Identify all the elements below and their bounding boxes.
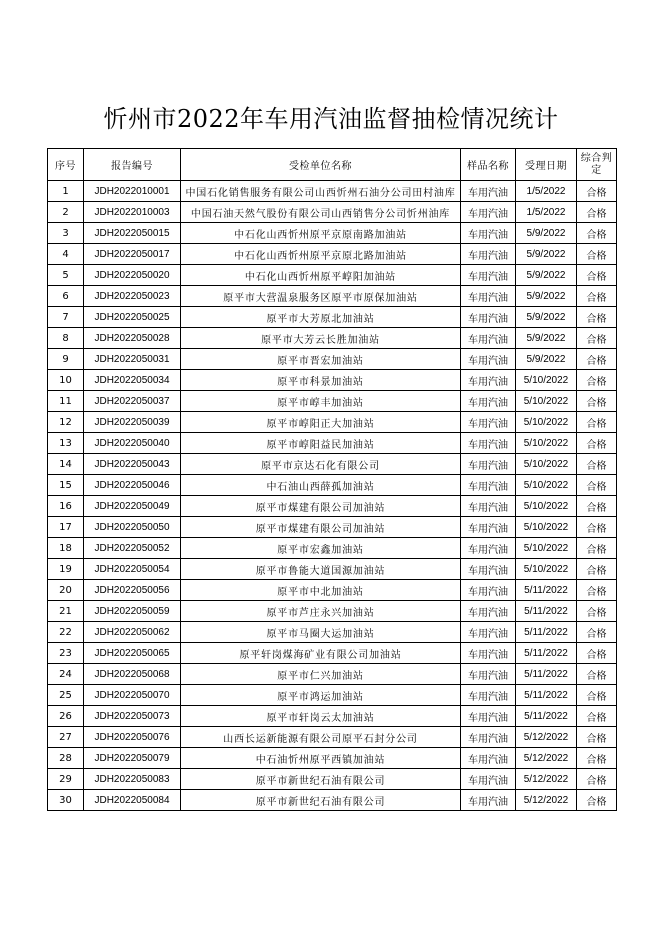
cell-no: 6 — [48, 286, 84, 307]
cell-overall-result: 合格 — [577, 244, 617, 265]
cell-overall-result: 合格 — [577, 601, 617, 622]
cell-overall-result: 合格 — [577, 286, 617, 307]
cell-sample-name: 车用汽油 — [461, 769, 516, 790]
header-report-number: 报告编号 — [84, 149, 181, 181]
cell-accept-date: 5/10/2022 — [516, 517, 577, 538]
cell-sample-name: 车用汽油 — [461, 727, 516, 748]
cell-no: 22 — [48, 622, 84, 643]
cell-report-number: JDH2022050043 — [84, 454, 181, 475]
cell-inspected-unit: 原平市晋宏加油站 — [181, 349, 461, 370]
table-row — [48, 454, 617, 475]
header-sample-name: 样品名称 — [461, 149, 516, 181]
cell-sample-name: 车用汽油 — [461, 685, 516, 706]
table-row — [48, 328, 617, 349]
cell-accept-date: 5/11/2022 — [516, 685, 577, 706]
cell-overall-result: 合格 — [577, 202, 617, 223]
cell-no: 25 — [48, 685, 84, 706]
cell-accept-date: 5/9/2022 — [516, 328, 577, 349]
cell-report-number: JDH2022050054 — [84, 559, 181, 580]
header-inspected-unit: 受检单位名称 — [181, 149, 461, 181]
cell-sample-name: 车用汽油 — [461, 454, 516, 475]
table-row — [48, 265, 617, 286]
cell-report-number: JDH2022050056 — [84, 580, 181, 601]
cell-no: 28 — [48, 748, 84, 769]
cell-no: 9 — [48, 349, 84, 370]
cell-inspected-unit: 中国石油天然气股份有限公司山西销售分公司忻州油库 — [181, 202, 461, 223]
cell-sample-name: 车用汽油 — [461, 349, 516, 370]
cell-overall-result: 合格 — [577, 265, 617, 286]
cell-overall-result: 合格 — [577, 349, 617, 370]
cell-accept-date: 5/12/2022 — [516, 748, 577, 769]
cell-report-number: JDH2022050034 — [84, 370, 181, 391]
cell-sample-name: 车用汽油 — [461, 790, 516, 811]
table-row — [48, 244, 617, 265]
cell-sample-name: 车用汽油 — [461, 370, 516, 391]
table-row — [48, 202, 617, 223]
cell-no: 8 — [48, 328, 84, 349]
cell-report-number: JDH2022050037 — [84, 391, 181, 412]
cell-report-number: JDH2022050068 — [84, 664, 181, 685]
cell-inspected-unit: 原平市宏鑫加油站 — [181, 538, 461, 559]
cell-no: 21 — [48, 601, 84, 622]
cell-no: 20 — [48, 580, 84, 601]
cell-accept-date: 5/11/2022 — [516, 601, 577, 622]
table-row — [48, 559, 617, 580]
cell-accept-date: 5/11/2022 — [516, 643, 577, 664]
cell-report-number: JDH2022050076 — [84, 727, 181, 748]
cell-report-number: JDH2022050040 — [84, 433, 181, 454]
cell-report-number: JDH2022050028 — [84, 328, 181, 349]
cell-inspected-unit: 原平市仁兴加油站 — [181, 664, 461, 685]
cell-inspected-unit: 原平市煤建有限公司加油站 — [181, 496, 461, 517]
cell-overall-result: 合格 — [577, 748, 617, 769]
table-row — [48, 412, 617, 433]
table-row — [48, 748, 617, 769]
cell-report-number: JDH2022050023 — [84, 286, 181, 307]
cell-accept-date: 5/10/2022 — [516, 496, 577, 517]
cell-accept-date: 5/11/2022 — [516, 580, 577, 601]
cell-inspected-unit: 原平市轩岗云太加油站 — [181, 706, 461, 727]
cell-accept-date: 5/10/2022 — [516, 412, 577, 433]
cell-sample-name: 车用汽油 — [461, 580, 516, 601]
cell-sample-name: 车用汽油 — [461, 181, 516, 202]
cell-no: 23 — [48, 643, 84, 664]
table-row — [48, 223, 617, 244]
cell-no: 12 — [48, 412, 84, 433]
table-row — [48, 580, 617, 601]
table-header-row — [48, 149, 617, 181]
cell-no: 15 — [48, 475, 84, 496]
cell-report-number: JDH2022050070 — [84, 685, 181, 706]
table-row — [48, 475, 617, 496]
cell-accept-date: 5/9/2022 — [516, 349, 577, 370]
cell-sample-name: 车用汽油 — [461, 412, 516, 433]
table-row — [48, 181, 617, 202]
cell-sample-name: 车用汽油 — [461, 328, 516, 349]
cell-no: 7 — [48, 307, 84, 328]
cell-overall-result: 合格 — [577, 559, 617, 580]
cell-inspected-unit: 中石化山西忻州原平京原南路加油站 — [181, 223, 461, 244]
cell-inspected-unit: 原平市大芳原北加油站 — [181, 307, 461, 328]
cell-accept-date: 5/10/2022 — [516, 475, 577, 496]
table-row — [48, 496, 617, 517]
cell-overall-result: 合格 — [577, 412, 617, 433]
table-body — [48, 181, 617, 811]
cell-inspected-unit: 原平市马圈大运加油站 — [181, 622, 461, 643]
cell-inspected-unit: 原平市煤建有限公司加油站 — [181, 517, 461, 538]
cell-overall-result: 合格 — [577, 538, 617, 559]
cell-accept-date: 1/5/2022 — [516, 181, 577, 202]
cell-report-number: JDH2022050083 — [84, 769, 181, 790]
cell-inspected-unit: 原平市鸿运加油站 — [181, 685, 461, 706]
cell-overall-result: 合格 — [577, 433, 617, 454]
cell-overall-result: 合格 — [577, 664, 617, 685]
cell-overall-result: 合格 — [577, 769, 617, 790]
cell-report-number: JDH2022050017 — [84, 244, 181, 265]
cell-overall-result: 合格 — [577, 685, 617, 706]
cell-accept-date: 5/9/2022 — [516, 265, 577, 286]
cell-sample-name: 车用汽油 — [461, 433, 516, 454]
inspection-table — [47, 148, 617, 811]
cell-report-number: JDH2022050084 — [84, 790, 181, 811]
cell-no: 10 — [48, 370, 84, 391]
cell-inspected-unit: 中石油忻州原平西镇加油站 — [181, 748, 461, 769]
cell-sample-name: 车用汽油 — [461, 664, 516, 685]
cell-overall-result: 合格 — [577, 475, 617, 496]
cell-accept-date: 1/5/2022 — [516, 202, 577, 223]
cell-report-number: JDH2022050031 — [84, 349, 181, 370]
cell-overall-result: 合格 — [577, 643, 617, 664]
cell-accept-date: 5/12/2022 — [516, 727, 577, 748]
table-row — [48, 727, 617, 748]
cell-sample-name: 车用汽油 — [461, 286, 516, 307]
cell-sample-name: 车用汽油 — [461, 202, 516, 223]
cell-inspected-unit: 原平市崞阳正大加油站 — [181, 412, 461, 433]
cell-overall-result: 合格 — [577, 223, 617, 244]
cell-report-number: JDH2022050020 — [84, 265, 181, 286]
cell-no: 4 — [48, 244, 84, 265]
cell-inspected-unit: 原平市崞阳益民加油站 — [181, 433, 461, 454]
cell-report-number: JDH2022050073 — [84, 706, 181, 727]
table-row — [48, 622, 617, 643]
cell-report-number: JDH2022050025 — [84, 307, 181, 328]
cell-report-number: JDH2022050046 — [84, 475, 181, 496]
cell-accept-date: 5/10/2022 — [516, 433, 577, 454]
table-row — [48, 370, 617, 391]
cell-sample-name: 车用汽油 — [461, 244, 516, 265]
table-row — [48, 307, 617, 328]
table-row — [48, 790, 617, 811]
cell-report-number: JDH2022050079 — [84, 748, 181, 769]
cell-accept-date: 5/10/2022 — [516, 391, 577, 412]
cell-inspected-unit: 原平市芦庄永兴加油站 — [181, 601, 461, 622]
cell-no: 5 — [48, 265, 84, 286]
cell-sample-name: 车用汽油 — [461, 496, 516, 517]
cell-no: 29 — [48, 769, 84, 790]
cell-report-number: JDH2022010001 — [84, 181, 181, 202]
cell-accept-date: 5/11/2022 — [516, 622, 577, 643]
table-row — [48, 349, 617, 370]
cell-overall-result: 合格 — [577, 790, 617, 811]
cell-report-number: JDH2022050049 — [84, 496, 181, 517]
cell-inspected-unit: 中国石化销售服务有限公司山西忻州石油分公司田村油库 — [181, 181, 461, 202]
cell-inspected-unit: 山西长运新能源有限公司原平石封分公司 — [181, 727, 461, 748]
table-row — [48, 601, 617, 622]
cell-overall-result: 合格 — [577, 391, 617, 412]
cell-no: 11 — [48, 391, 84, 412]
cell-inspected-unit: 原平市鲁能大道国源加油站 — [181, 559, 461, 580]
cell-report-number: JDH2022050039 — [84, 412, 181, 433]
cell-report-number: JDH2022050059 — [84, 601, 181, 622]
cell-overall-result: 合格 — [577, 181, 617, 202]
cell-overall-result: 合格 — [577, 370, 617, 391]
cell-inspected-unit: 原平市科景加油站 — [181, 370, 461, 391]
cell-overall-result: 合格 — [577, 706, 617, 727]
table-row — [48, 538, 617, 559]
cell-inspected-unit: 原平市新世纪石油有限公司 — [181, 790, 461, 811]
cell-no: 19 — [48, 559, 84, 580]
cell-no: 30 — [48, 790, 84, 811]
cell-sample-name: 车用汽油 — [461, 601, 516, 622]
cell-inspected-unit: 原平市中北加油站 — [181, 580, 461, 601]
table-row — [48, 643, 617, 664]
cell-sample-name: 车用汽油 — [461, 391, 516, 412]
cell-overall-result: 合格 — [577, 454, 617, 475]
table-row — [48, 685, 617, 706]
cell-no: 16 — [48, 496, 84, 517]
cell-inspected-unit: 原平轩岗煤海矿业有限公司加油站 — [181, 643, 461, 664]
cell-accept-date: 5/10/2022 — [516, 454, 577, 475]
cell-no: 1 — [48, 181, 84, 202]
cell-inspected-unit: 中石化山西忻州原平京原北路加油站 — [181, 244, 461, 265]
cell-accept-date: 5/12/2022 — [516, 769, 577, 790]
header-overall-result: 综合判定 — [577, 149, 617, 181]
table-row — [48, 391, 617, 412]
cell-sample-name: 车用汽油 — [461, 538, 516, 559]
table-row — [48, 517, 617, 538]
table-row — [48, 706, 617, 727]
table-row — [48, 433, 617, 454]
cell-report-number: JDH2022050065 — [84, 643, 181, 664]
cell-sample-name: 车用汽油 — [461, 223, 516, 244]
cell-report-number: JDH2022050052 — [84, 538, 181, 559]
cell-no: 3 — [48, 223, 84, 244]
cell-sample-name: 车用汽油 — [461, 748, 516, 769]
cell-accept-date: 5/9/2022 — [516, 244, 577, 265]
cell-report-number: JDH2022050062 — [84, 622, 181, 643]
cell-accept-date: 5/11/2022 — [516, 664, 577, 685]
cell-no: 26 — [48, 706, 84, 727]
cell-report-number: JDH2022010003 — [84, 202, 181, 223]
cell-sample-name: 车用汽油 — [461, 622, 516, 643]
cell-no: 27 — [48, 727, 84, 748]
cell-inspected-unit: 原平市新世纪石油有限公司 — [181, 769, 461, 790]
header-accept-date: 受理日期 — [516, 149, 577, 181]
cell-overall-result: 合格 — [577, 727, 617, 748]
cell-inspected-unit: 原平市崞丰加油站 — [181, 391, 461, 412]
cell-no: 14 — [48, 454, 84, 475]
cell-sample-name: 车用汽油 — [461, 643, 516, 664]
cell-sample-name: 车用汽油 — [461, 706, 516, 727]
cell-overall-result: 合格 — [577, 622, 617, 643]
cell-no: 24 — [48, 664, 84, 685]
cell-no: 18 — [48, 538, 84, 559]
cell-report-number: JDH2022050015 — [84, 223, 181, 244]
cell-no: 13 — [48, 433, 84, 454]
table-row — [48, 769, 617, 790]
cell-inspected-unit: 中石化山西忻州原平崞阳加油站 — [181, 265, 461, 286]
cell-sample-name: 车用汽油 — [461, 517, 516, 538]
cell-overall-result: 合格 — [577, 328, 617, 349]
cell-accept-date: 5/11/2022 — [516, 706, 577, 727]
cell-inspected-unit: 中石油山西薛孤加油站 — [181, 475, 461, 496]
cell-accept-date: 5/10/2022 — [516, 559, 577, 580]
cell-accept-date: 5/9/2022 — [516, 307, 577, 328]
cell-accept-date: 5/9/2022 — [516, 286, 577, 307]
cell-sample-name: 车用汽油 — [461, 559, 516, 580]
cell-overall-result: 合格 — [577, 496, 617, 517]
cell-accept-date: 5/9/2022 — [516, 223, 577, 244]
cell-overall-result: 合格 — [577, 580, 617, 601]
cell-sample-name: 车用汽油 — [461, 307, 516, 328]
cell-overall-result: 合格 — [577, 517, 617, 538]
cell-inspected-unit: 原平市大芳云长胜加油站 — [181, 328, 461, 349]
cell-accept-date: 5/10/2022 — [516, 538, 577, 559]
cell-no: 2 — [48, 202, 84, 223]
cell-sample-name: 车用汽油 — [461, 265, 516, 286]
table-row — [48, 286, 617, 307]
cell-sample-name: 车用汽油 — [461, 475, 516, 496]
table-row — [48, 664, 617, 685]
cell-inspected-unit: 原平市大营温泉服务区原平市原保加油站 — [181, 286, 461, 307]
cell-accept-date: 5/10/2022 — [516, 370, 577, 391]
cell-inspected-unit: 原平市京达石化有限公司 — [181, 454, 461, 475]
cell-report-number: JDH2022050050 — [84, 517, 181, 538]
page-title: 忻州市2022年车用汽油监督抽检情况统计 — [103, 105, 559, 133]
cell-no: 17 — [48, 517, 84, 538]
cell-overall-result: 合格 — [577, 307, 617, 328]
cell-accept-date: 5/12/2022 — [516, 790, 577, 811]
header-no: 序号 — [48, 149, 84, 181]
